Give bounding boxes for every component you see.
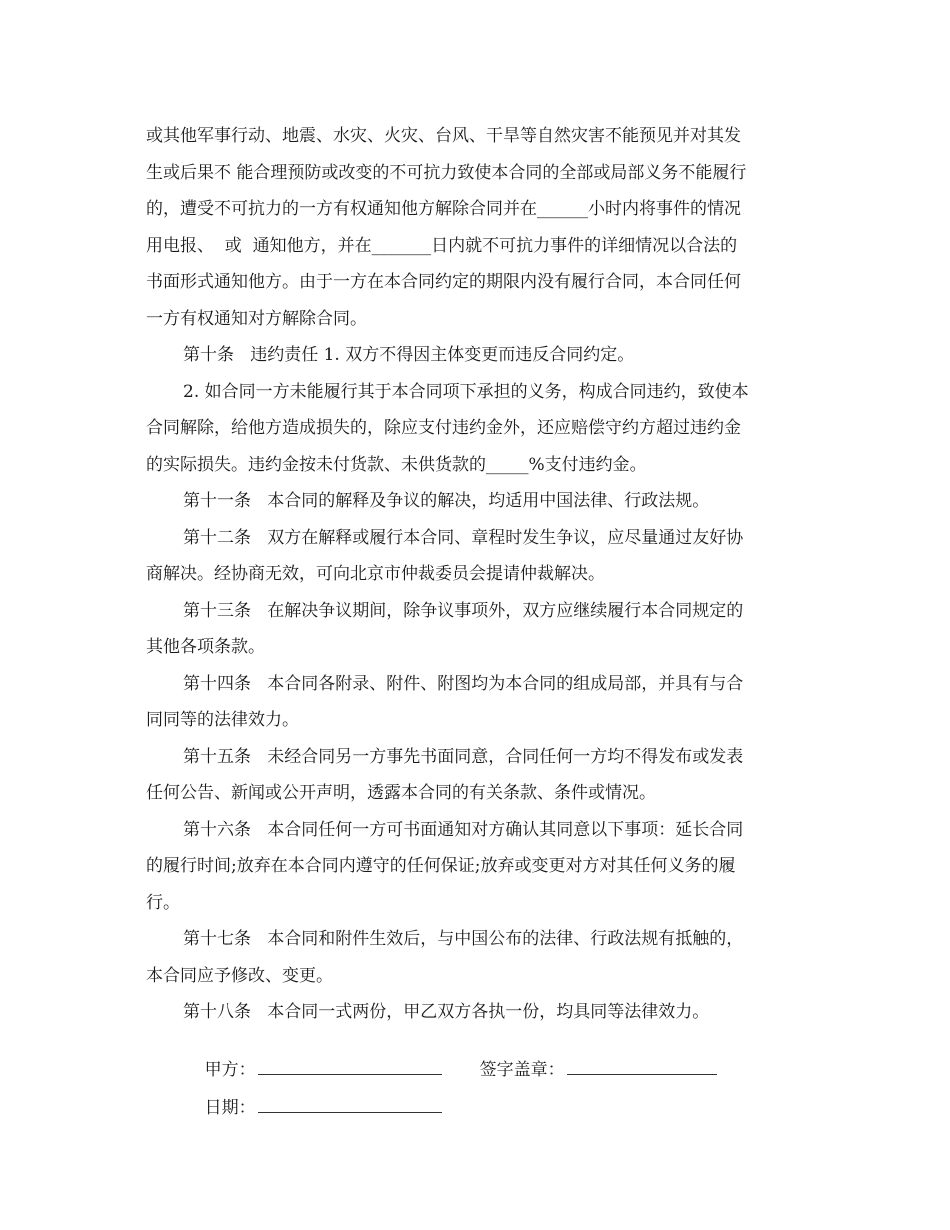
paragraph-line: 行。 [146, 892, 180, 913]
paragraph-line: 本合同应予修改、变更。 [146, 965, 333, 986]
paragraph-line: 生或后果不 能合理预防或改变的不可抗力致使本合同的全部或局部义务不能履行 [146, 162, 747, 183]
paragraph-line: 任何公告、新闻或公开声明，透露本合同的有关条款、条件或情况。 [146, 783, 656, 803]
party-a-label: 甲方： [204, 1060, 256, 1080]
signature-row-party-a [183, 1024, 717, 1080]
paragraph-line: 或其他军事行动、地震、水灾、火灾、台风、干旱等自然灾害不能预见并对其发 [146, 126, 741, 146]
paragraph-line: 商解决。经协商无效，可向北京市仲裁委员会提请仲裁解决。 [146, 564, 605, 584]
paragraph-line: 第十七条 本合同和附件生效后，与中国公布的法律、行政法规有抵触的， [183, 929, 744, 949]
paragraph-line: 第十六条 本合同任何一方可书面通知对方确认其同意以下事项：延长合同 [183, 819, 744, 840]
paragraph-line: 其他各项条款。 [146, 637, 265, 657]
paragraph-line: 第十二条 双方在解释或履行本合同、章程时发生争议，应尽量通过友好协 [183, 527, 744, 548]
paragraph-line: 2. 如合同一方未能履行其于本合同项下承担的义务，构成合同违约，致使本 [183, 381, 749, 402]
paragraph-line: 用电报、 或 通知他方，并在_______日内就不可抗力事件的详细情况以合法的 [146, 235, 738, 256]
paragraph-line: 第十五条 未经合同另一方事先书面同意，合同任何一方均不得发布或发表 [183, 746, 744, 767]
paragraph-line: 第十一条 本合同的解释及争议的解决，均适用中国法律、行政法规。 [183, 491, 710, 511]
paragraph-line: 第十四条 本合同各附录、附件、附图均为本合同的组成局部，并具有与合 [183, 673, 744, 694]
date-signature-line [258, 1092, 442, 1113]
paragraph-line: 第十八条 本合同一式两份，甲乙双方各执一份，均具同等法律效力。 [183, 1002, 710, 1022]
contract-body [146, 118, 812, 1031]
paragraph-line: 书面形式通知他方。由于一方在本合同约定的期限内没有履行合同，本合同任何 [146, 272, 741, 292]
paragraph-line: 第十条 违约责任 1. 双方不得因主体变更而违反合同约定。 [183, 345, 635, 365]
paragraph-line: 同同等的法律效力。 [146, 710, 299, 730]
seal-signature-line [567, 1054, 717, 1075]
paragraph-line: 第十三条 在解决争议期间，除争议事项外，双方应继续履行本合同规定的 [183, 600, 744, 621]
seal-label: 签字盖章： [479, 1060, 565, 1080]
paragraph-line: 合同解除，给他方造成损失的，除应支付违约金外，还应赔偿守约方超过违约金 [146, 418, 741, 438]
paragraph-line: 的履行时间;放弃在本合同内遵守的任何保证;放弃或变更对方对其任何义务的履 [146, 856, 736, 876]
signature-row-date [183, 1062, 442, 1118]
paragraph-line: 的，遭受不可抗力的一方有权通知他方解除合同并在______小时内将事件的情况 [146, 199, 741, 219]
paragraph-line: 的实际损失。违约金按未付货款、未供货款的_____%支付违约金。 [146, 454, 647, 475]
date-label: 日期： [204, 1098, 256, 1118]
paragraph-line: 一方有权通知对方解除合同。 [146, 308, 367, 329]
